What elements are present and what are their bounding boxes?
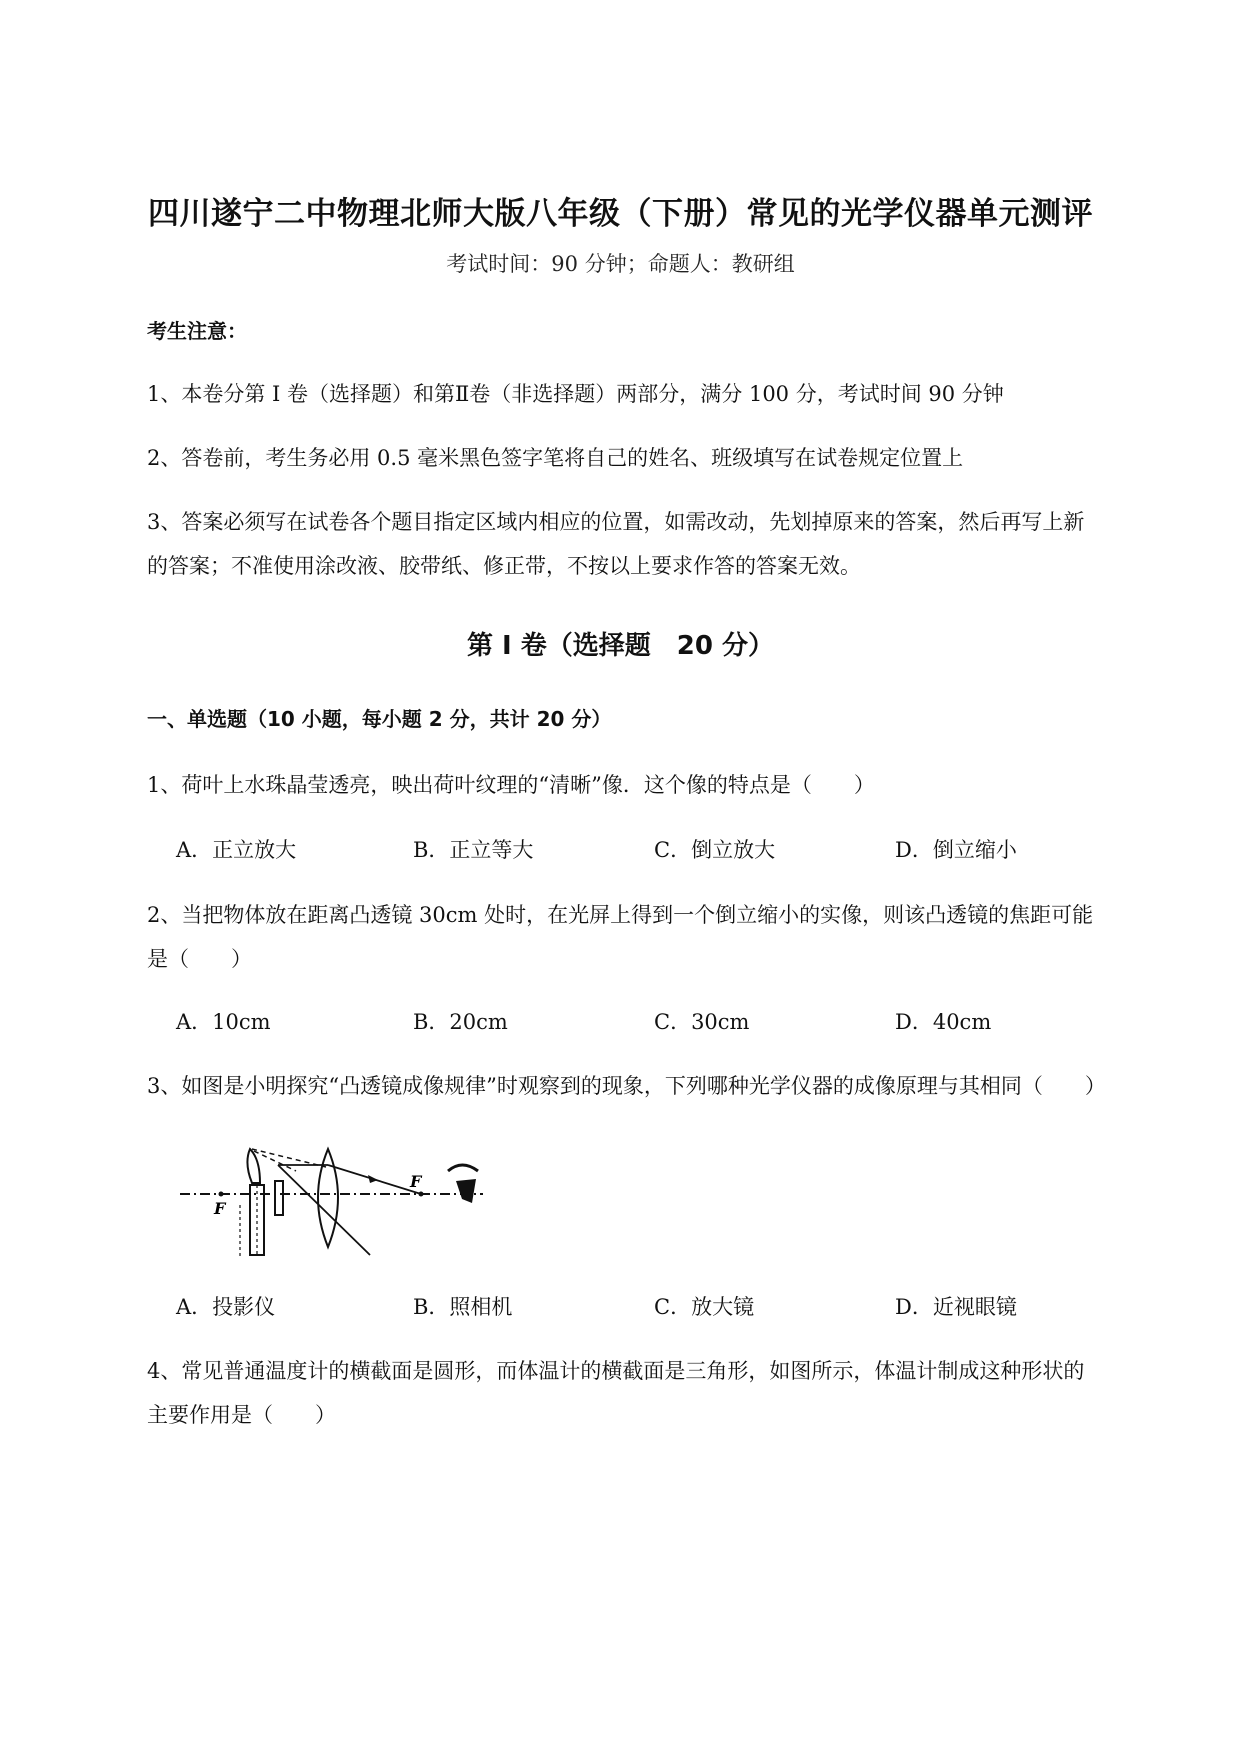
question-1-option-a[interactable]: A．正立放大	[176, 838, 297, 862]
exam-title: 四川遂宁二中物理北师大版八年级（下册）常见的光学仪器单元测评	[148, 196, 1093, 232]
exam-subtitle: 考试时间：90 分钟；命题人：教研组	[446, 252, 795, 276]
object-rect	[275, 1181, 283, 1215]
convex-lens-diagram	[178, 1145, 498, 1260]
question-3-text: 3、如图是小明探究“凸透镜成像规律”时观察到的现象，下列哪种光学仪器的成像原理与其相同（ ）	[147, 1074, 1106, 1098]
question-2-option-a[interactable]: A．10cm	[176, 1010, 271, 1034]
eye-icon	[448, 1165, 478, 1203]
ray-through-center	[278, 1165, 370, 1255]
notice-item-2: 2、答卷前，考生务必用 0.5 毫米黑色签字笔将自己的姓名、班级填写在试卷规定位置上	[147, 446, 964, 470]
section-title: 第 I 卷（选择题 20 分）	[466, 631, 774, 661]
focal-label-left: F	[214, 1199, 226, 1218]
convex-lens	[318, 1149, 338, 1247]
question-2-option-b[interactable]: B．20cm	[413, 1010, 508, 1034]
question-4-text-continued: 主要作用是（ ）	[147, 1403, 336, 1427]
question-3-option-a[interactable]: A．投影仪	[176, 1295, 276, 1319]
focal-point-right	[419, 1192, 424, 1197]
question-2-option-c[interactable]: C．30cm	[654, 1010, 750, 1034]
notice-item-1: 1、本卷分第 I 卷（选择题）和第Ⅱ卷（非选择题）两部分，满分 100 分，考试时间 90 分钟	[147, 382, 1004, 406]
question-4-text: 4、常见普通温度计的横截面是圆形，而体温计的横截面是三角形，如图所示，体温计制成这种形状的	[147, 1359, 1085, 1383]
question-1-option-b[interactable]: B．正立等大	[413, 838, 534, 862]
question-2-text: 2、当把物体放在距离凸透镜 30cm 处时，在光屏上得到一个倒立缩小的实像，则该凸透镜的焦距可能	[147, 903, 1094, 927]
group-heading: 一、单选题（10 小题，每小题 2 分，共计 20 分）	[147, 707, 612, 731]
candle-flame	[247, 1149, 260, 1183]
notice-item-3-continued: 的答案；不准使用涂改液、胶带纸、修正带，不按以上要求作答的答案无效。	[147, 554, 861, 578]
question-3-option-d[interactable]: D．近视眼镜	[895, 1295, 1017, 1319]
question-3-option-b[interactable]: B．照相机	[413, 1295, 513, 1319]
question-1-text: 1、荷叶上水珠晶莹透亮，映出荷叶纹理的“清晰”像．这个像的特点是（ ）	[147, 773, 875, 797]
virtual-ray-2	[254, 1151, 296, 1171]
focal-label-right: F	[410, 1172, 422, 1191]
question-1-option-c[interactable]: C．倒立放大	[654, 838, 776, 862]
question-3-option-c[interactable]: C．放大镜	[654, 1295, 755, 1319]
question-2-option-d[interactable]: D．40cm	[895, 1010, 992, 1034]
candle-holder	[250, 1185, 264, 1255]
ray-arrow	[368, 1175, 378, 1183]
question-1-option-d[interactable]: D．倒立缩小	[895, 838, 1017, 862]
focal-point-left	[219, 1192, 224, 1197]
question-2-text-continued: 是（ ）	[147, 947, 252, 971]
notice-item-3: 3、答案必须写在试卷各个题目指定区域内相应的位置，如需改动，先划掉原来的答案，然后再写上新	[147, 510, 1085, 534]
notice-heading: 考生注意：	[147, 319, 247, 343]
